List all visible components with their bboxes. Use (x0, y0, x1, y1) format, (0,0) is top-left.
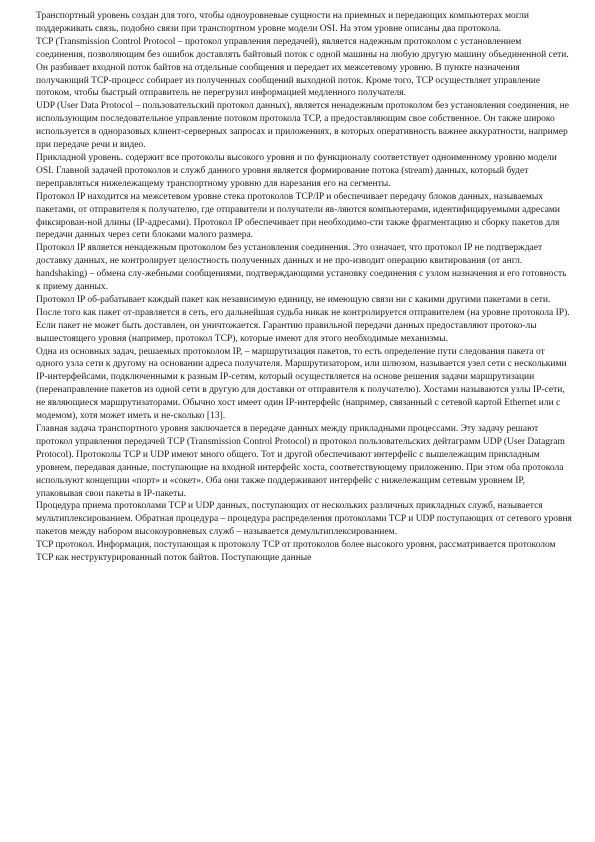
paragraph-udp: UDP (User Data Protocol – пользовательский протокол данных), является ненадежным протоколом без установления соединения, не использующим последовательное управление потоком протокола TCP, а предоставляющим свое собственное. Он также широко используется в одноразовых клиент-серверных запросах и приложениях, в которых оперативность важнее аккуратности, например при передаче речи и видео. (36, 101, 569, 151)
paragraph-ip-protocol: Протокол IP находится на межсетевом уровне стека протоколов TCP/IP и обеспечивает передачу блоков данных, называемых пакетами, от отправителя к получателю, где отправители и получатели яв-ляются компьютерами, идентифицируемыми адресами фиксирован-ной длины (IP-адресами). Протокол IP обеспечивает при необходимо-сти также фрагментацию и сборку пакетов для передачи данных через сети блоками малого размера. (36, 191, 561, 241)
paragraph-routing: Одна из основных задач, решаемых протоколом IP, – маршрутизация пакетов, то есть определение пути следования пакета от одного узла сети к другому на основании адреса получателя. Маршрутизатором, или шлюзом, называется узел сети с несколькими IP-интерфейсами, подключенными к разным IP-сетям, который осуществляется на основе решения задачи маршрутизации (перенаправление пакетов из одной сети в другую для доставки от отправителя к получателю). Хостами называются узлы IP-сети, не являющиеся маршрутизаторами. Обычно хост имеет один IP-интерфейс (например, связанный с сетевой картой Ethernet или с модемом), хотя может иметь и не-сколько [13]. (36, 346, 567, 422)
paragraph-multiplexing: Процедура приема протоколами TCP и UDP данных, поступающих от нескольких различных прикладных служб, называется мультиплексированием. Обратная процедура – процедура распределения протоколами TCP и UDP поступающих от сетевого уровня пакетов между набором высокоуровневых служб – называется демультиплексированием. (36, 501, 572, 538)
paragraph-tcp: TCP (Transmission Control Protocol – протокол управления передачей), является надежным протоколом с установлением соединения, позволяющим без ошибок доставлять байтовый поток с одной машины на любую другую машину объединенной сети. Он разбивает входной поток байтов на отдельные сообщения и передает их межсетевому уровню. В пункте назначения получающий TCP-процесс собирает из полученных сообщений выходной поток. Кроме того, TCP осуществляет управление потоком, чтобы быстрый отправитель не перегрузил информацией медленного получателя. (36, 36, 569, 99)
paragraph-ip-unreliable: Протокол IP является ненадежным протоколом без установления соединения. Это означает, что протокол IP не подтверждает доставку данных, не контролирует целостность полученных данных и не про-изводит операцию квитирования (от англ. handshaking) – обмена слу-жебными сообщениями, подтверждающими установку соединения с узлом назначения и его готовность к приему данных. (36, 243, 567, 293)
paragraph-transport-task: Главная задача транспортного уровня заключается в передаче данных между прикладными процессами. Эту задачу решают протокол управления передачей TCP (Transmission Control Protocol) и протокол пользовательских дейтаграмм UDP (User Datagram Protocol). Протоколы TCP и UDP имеют много общего. Тот и другой обеспечивают интерфейс с вышележащим прикладным уровнем, передавая данные, поступающие на входной интерфейс хоста, соответствующему приложению. При этом оба протокола используют концепции «порт» и «сокет». Оба они также поддерживают интерфейс с нижележащим сетевым уровнем IP, упаковывая свои пакеты в IP-пакеты. (36, 424, 565, 499)
paragraph-transport-layer: Транспортный уровень создан для того, чтобы одноуровневые сущности на приемных и передающих компьютерах могли поддерживать связь, подобно связи при транспортном уровне модели OSI. На этом уровне описаны два протокола. (36, 11, 529, 34)
paragraph-ip-packets: Протокол IP об-рабатывает каждый пакет как независимую единицу, не имеющую связи ни с какими другими пакетами в сети. После того как пакет от-правляется в сеть, его дальнейшая судьба никак не контролируется отправителем (на уровне протокола IP). Если пакет не может быть доставлен, он уничтожается. Гарантию правильной передачи данных предоставляют протоко-лы вышестоящего уровня (например, протокол TCP), которые имеют для этого необходимые механизмы. (36, 294, 570, 344)
paragraph-tcp-protocol: TCP протокол. Информация, поступающая к протоколу TCP от протоколов более высокого уровня, рассматривается протоколом TCP как неструктурированный поток байтов. Поступающие данные (36, 540, 556, 564)
document-page (36, 10, 572, 565)
paragraph-application-layer: Прикладной уровень. содержит все протоколы высокого уровня и по функционалу соответствует одноименному уровню модели OSI. Главной задачей протоколов и служб данного уровня является формирование потока (stream) данных, который будет переправляться нижележащему транспортному уровню для нарезания его на сегменты. (36, 152, 557, 189)
